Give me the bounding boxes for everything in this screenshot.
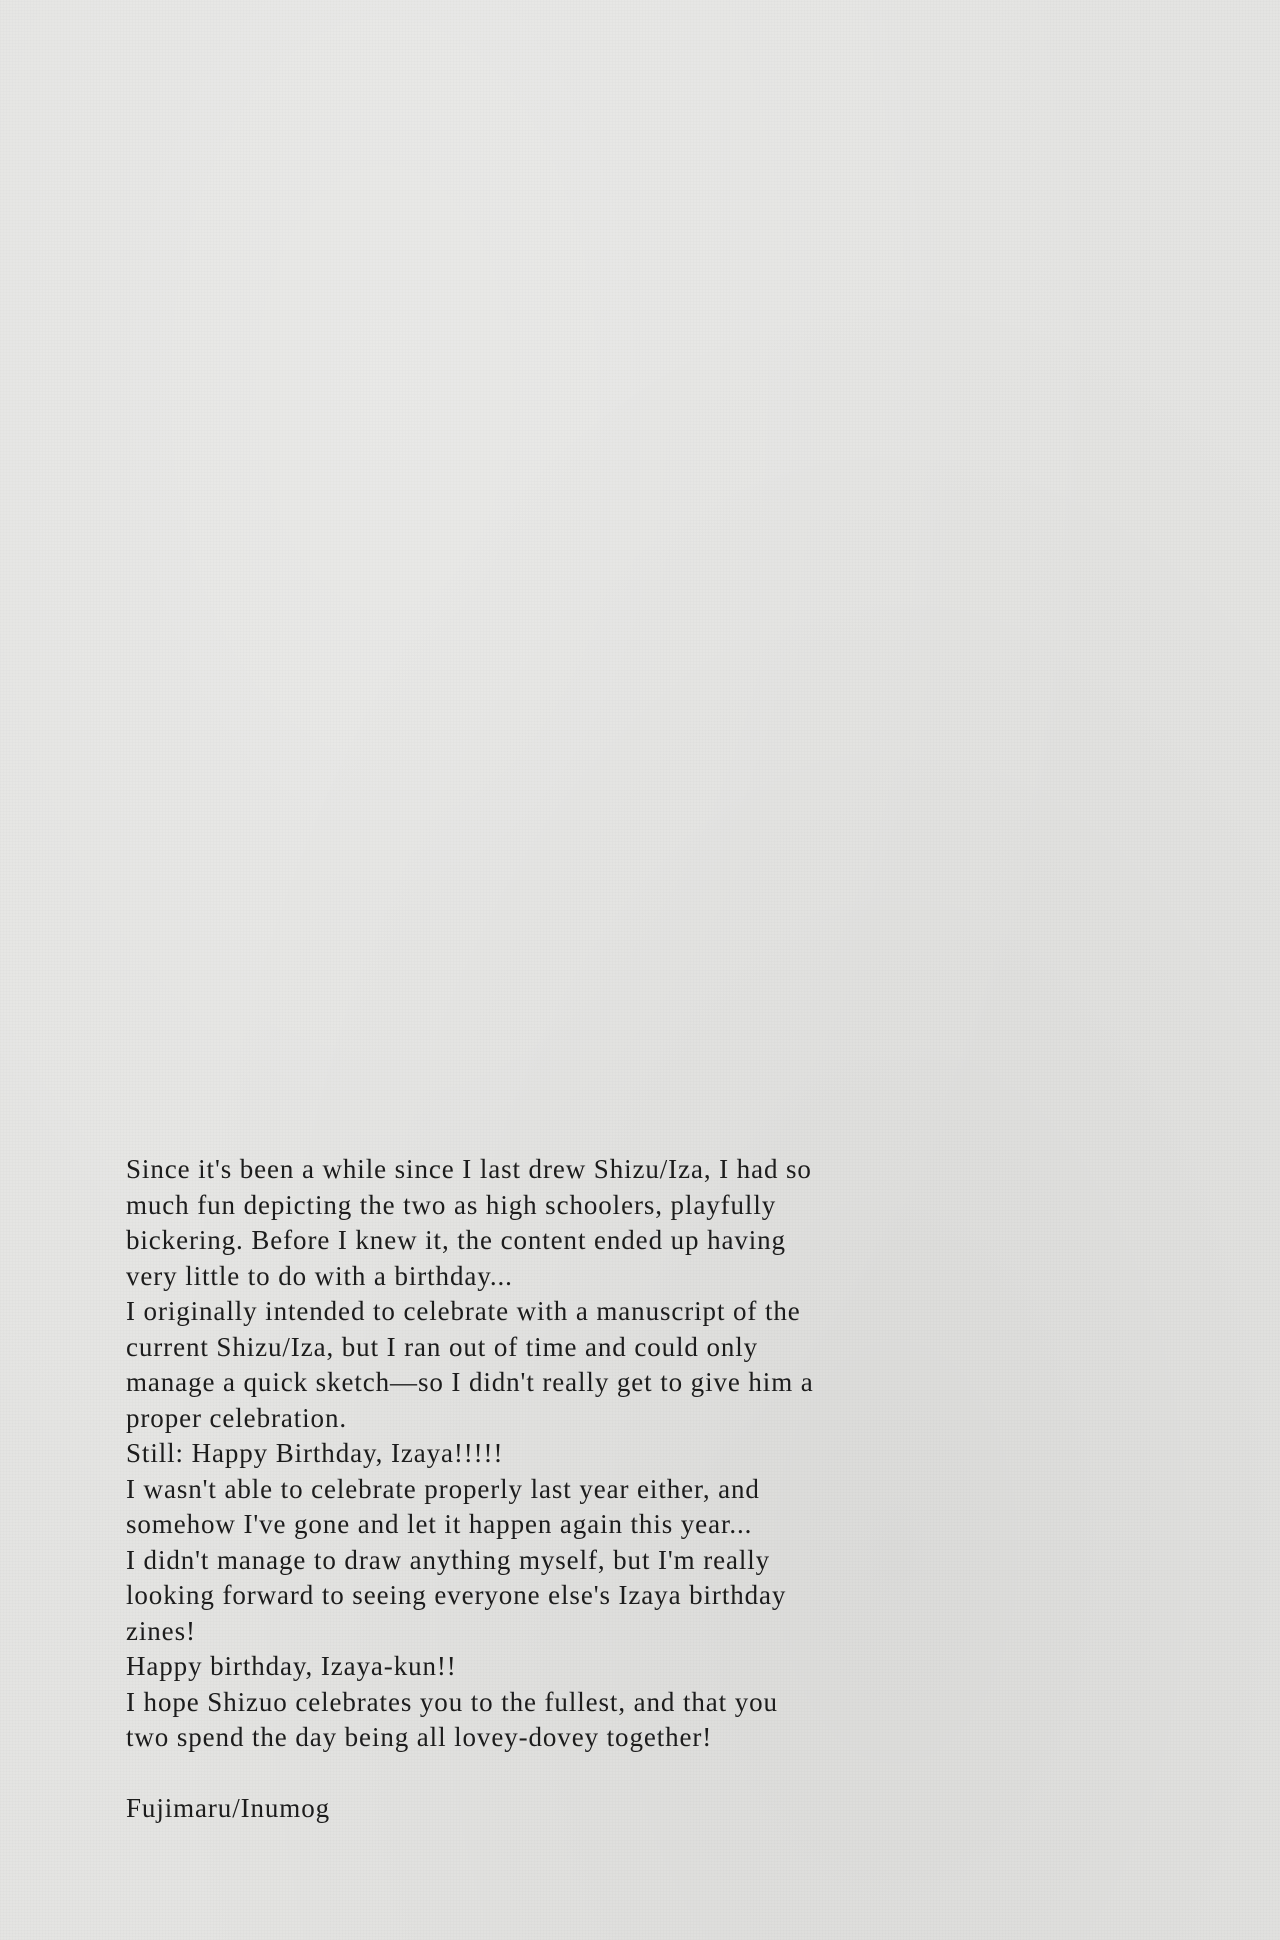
afterword-line: Since it's been a while since I last drew Shizu/Iza, I had so bbox=[126, 1154, 812, 1184]
afterword-line: two spend the day being all lovey-dovey together! bbox=[126, 1722, 713, 1752]
afterword-line: somehow I've gone and let it happen again this year... bbox=[126, 1509, 753, 1539]
afterword-line: looking forward to seeing everyone else's Izaya birthday bbox=[126, 1580, 787, 1610]
afterword-line: zines! bbox=[126, 1615, 196, 1646]
afterword-line: much fun depicting the two as high schoolers, playfully bbox=[126, 1189, 777, 1220]
afterword-line: very little to do with a birthday... bbox=[126, 1260, 513, 1291]
afterword-line: I hope Shizuo celebrates you to the fullest, and that you bbox=[126, 1686, 778, 1717]
paragraph-gap bbox=[126, 1756, 926, 1792]
afterword-line: I wasn't able to celebrate properly last year either, and bbox=[126, 1473, 760, 1504]
afterword-text-block bbox=[126, 1152, 926, 1827]
afterword-line: manage a quick sketch—so I didn't really get to give him a bbox=[126, 1367, 814, 1397]
afterword-line: Happy birthday, Izaya-kun!! bbox=[126, 1651, 457, 1681]
afterword-line: current Shizu/Iza, but I ran out of time and could only bbox=[126, 1331, 759, 1362]
afterword-line: Still: Happy Birthday, Izaya!!!!! bbox=[126, 1438, 504, 1468]
afterword-line: bickering. Before I knew it, the content ended up having bbox=[126, 1225, 786, 1255]
afterword-line: proper celebration. bbox=[126, 1402, 347, 1433]
afterword-line: I didn't manage to draw anything myself, but I'm really bbox=[126, 1544, 771, 1575]
author-signature: Fujimaru/Inumog bbox=[126, 1793, 330, 1823]
afterword-line: I originally intended to celebrate with a manuscript of the bbox=[126, 1296, 801, 1326]
